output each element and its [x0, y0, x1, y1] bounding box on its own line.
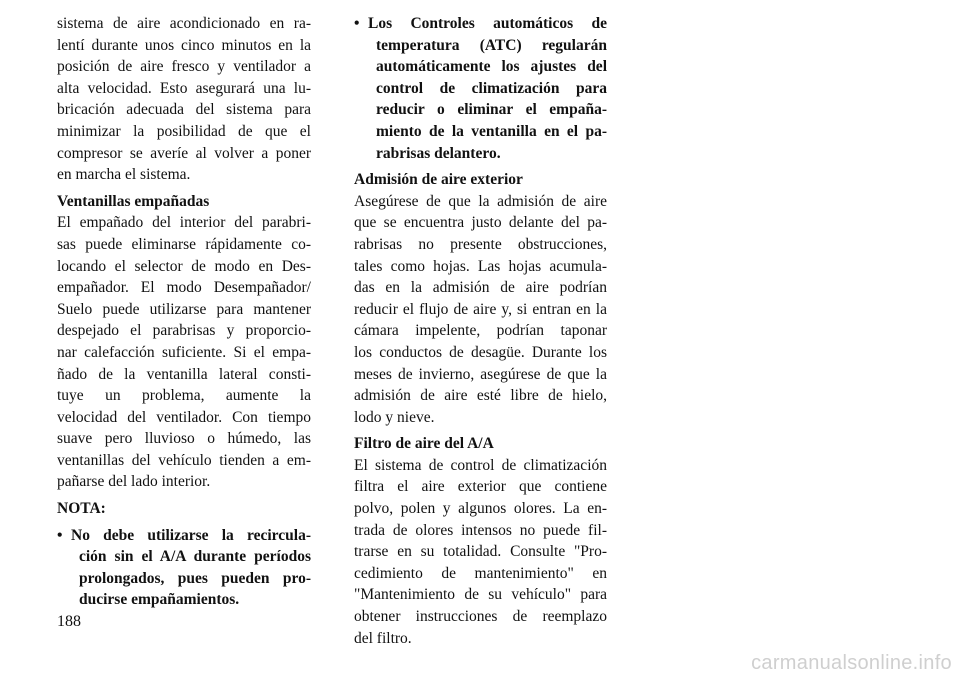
- atc-bullet-item: [354, 13, 607, 164]
- bullet-text-line: control de climatización para: [376, 79, 607, 97]
- text-line: trarse en su totalidad. Consulte "Pro-: [354, 543, 607, 561]
- bullet-text-line: automáticamente los ajustes del: [376, 58, 607, 76]
- bullet-text-line: ción sin el A/A durante períodos: [79, 548, 311, 566]
- text-line: bricación adecuada del sistema para: [57, 101, 311, 119]
- bullet-text-line: temperatura (ATC) regularán: [376, 36, 607, 54]
- bullet-text-line: rabrisas delantero.: [376, 144, 501, 162]
- text-line: tales como hojas. Las hojas acumula-: [354, 257, 607, 275]
- text-line: rabrisas no presente obstrucciones,: [354, 235, 607, 253]
- text-line: ñado de la ventanilla lateral consti-: [57, 365, 311, 383]
- text-line: empañador. El modo Desempañador/: [57, 279, 311, 297]
- watermark: carmanualsonline.info: [751, 652, 952, 674]
- text-line: suave pero lluvioso o húmedo, las: [57, 430, 311, 448]
- text-line: cedimiento de mantenimiento" en: [354, 564, 607, 582]
- bullet-text-line: No debe utilizarse la recircula-: [71, 526, 311, 544]
- bullet-text-line: prolongados, pues pueden pro-: [79, 569, 311, 587]
- right-column: [354, 13, 607, 649]
- text-line: Suelo puede utilizarse para mantener: [57, 300, 311, 318]
- section-heading-fogged-windows: Ventanillas empañadas: [57, 192, 210, 210]
- section-heading-outside-air-intake: Admisión de aire exterior: [354, 171, 523, 189]
- text-line: filtra el aire exterior que contiene: [354, 478, 607, 496]
- text-line: tuye un problema, aumente la: [57, 387, 311, 405]
- text-line: das en la admisión de aire podrían: [354, 279, 607, 297]
- text-line: velocidad del ventilador. Con tiempo: [57, 408, 311, 426]
- text-line: locando el selector de modo en Des-: [57, 257, 311, 275]
- text-line: minimizar la posibilidad de que el: [57, 122, 311, 140]
- text-line: meses de invierno, asegúrese de que la: [354, 365, 607, 383]
- text-line: los conductos de desagüe. Durante los: [354, 343, 607, 361]
- text-line: posición de aire fresco y ventilador a: [57, 58, 311, 76]
- text-line: obtener instrucciones de reemplazo: [354, 608, 607, 626]
- text-line: alta velocidad. Esto asegurará una lu-: [57, 79, 311, 97]
- text-line: Asegúrese de que la admisión de aire: [354, 192, 607, 210]
- text-line: en marcha el sistema.: [57, 166, 191, 184]
- text-line: admisión de aire esté libre de hielo,: [354, 387, 607, 405]
- bullet-text-line: reducir o eliminar el empaña-: [376, 101, 607, 119]
- bullet-text-line: ducirse empañamientos.: [79, 591, 240, 609]
- text-line: despejado el parabrisas y proporcio-: [57, 322, 311, 340]
- text-line: El sistema de control de climatización: [354, 456, 607, 474]
- text-line: que se encuentra justo delante del pa-: [354, 214, 607, 232]
- text-line: cámara impelente, podrían taponar: [354, 322, 607, 340]
- text-line: lodo y nieve.: [354, 408, 435, 426]
- text-line: trada de olores intensos no puede fil-: [354, 521, 607, 539]
- paragraph-ac-idle: [57, 13, 311, 186]
- text-line: El empañado del interior del parabri-: [57, 214, 311, 232]
- text-line: del filtro.: [354, 629, 412, 647]
- text-line: lentí durante unos cinco minutos en la: [57, 36, 311, 54]
- text-line: compresor se averíe al volver a poner: [57, 144, 311, 162]
- text-line: polvo, polen y algunos olores. La en-: [354, 500, 607, 518]
- note-label: NOTA:: [57, 500, 106, 518]
- paragraph-air-filter: [354, 455, 607, 649]
- text-line: pañarse del lado interior.: [57, 473, 211, 491]
- bullet-icon: •: [354, 15, 360, 32]
- text-line: ventanillas del vehículo tienden a em-: [57, 451, 311, 469]
- text-line: reducir el flujo de aire y, si entran en la: [354, 300, 607, 318]
- note-bullet-item: [57, 525, 311, 611]
- text-line: nar calefacción suficiente. Si el empa-: [57, 343, 311, 361]
- bullet-text-line: miento de la ventanilla en el pa-: [376, 122, 607, 140]
- left-column: [57, 13, 311, 611]
- text-line: sistema de aire acondicionado en ra-: [57, 15, 311, 32]
- paragraph-air-intake: [354, 191, 607, 429]
- paragraph-fogged-windows: [57, 212, 311, 493]
- text-line: "Mantenimiento de su vehículo" para: [354, 586, 607, 604]
- page-number: 188: [57, 613, 81, 630]
- section-heading-ac-air-filter: Filtro de aire del A/A: [354, 435, 494, 453]
- bullet-icon: •: [57, 526, 63, 544]
- text-line: sas puede eliminarse rápidamente co-: [57, 235, 311, 253]
- bullet-text-line: Los Controles automáticos de: [368, 15, 607, 32]
